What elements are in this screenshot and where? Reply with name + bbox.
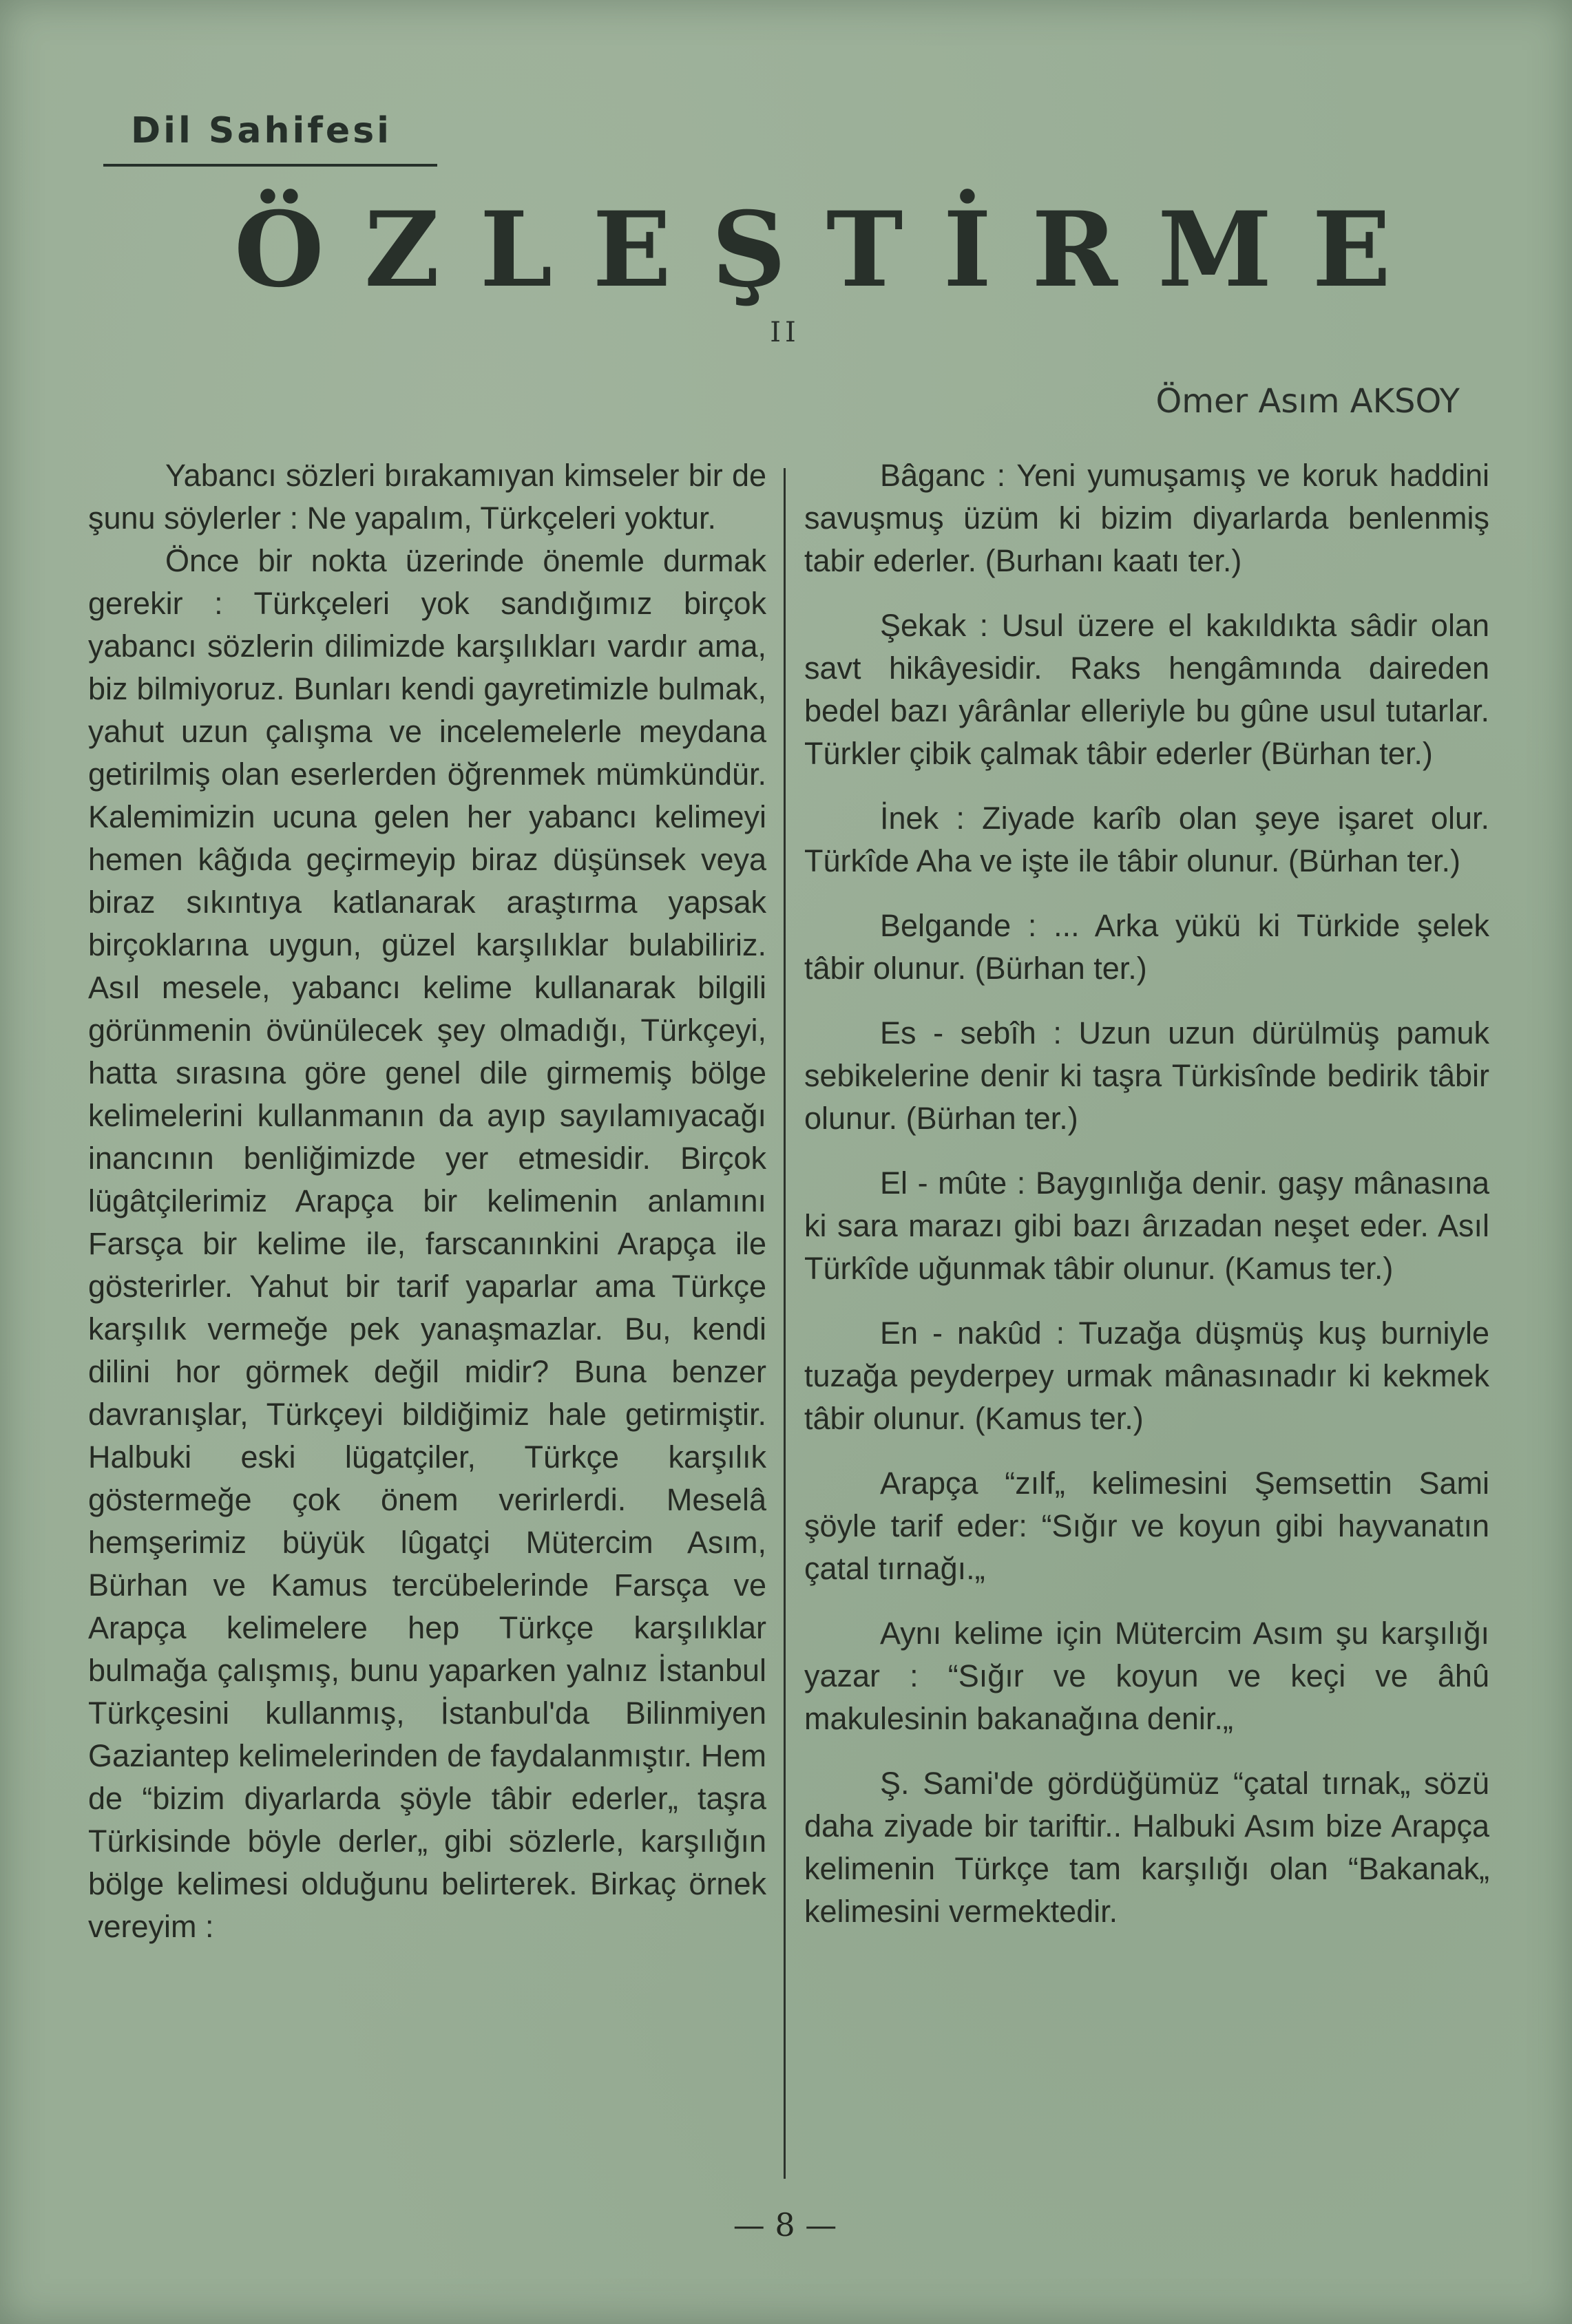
right-paragraph-2: Şekak : Usul üzere el kakıldıkta sâdir olan savt hikâyesidir. Raks hengâmında daireden bedel bazı yârânlar elleriyle bu gûne usul tutarlar. Türkler çibik çalmak tâbir ederler (Bürhan ter.)	[804, 608, 1489, 771]
right-paragraph-9: Aynı kelime için Mütercim Asım şu karşılığı yazar : “Sığır ve koyun ve keçi ve âhû makulesinin bakanağına denir.„	[804, 1616, 1489, 1736]
right-paragraph-1: Bâganc : Yeni yumuşamış ve koruk haddini savuşmuş üzüm ki bizim diyarlarda benlenmiş tabir ederler. (Burhanı kaatı ter.)	[804, 458, 1489, 578]
right-paragraph-7: En - nakûd : Tuzağa düşmüş kuş burniyle tuzağa peyderpey urmak mânasınadır ki kekmek tâbir olunur. (Kamus ter.)	[804, 1316, 1489, 1436]
column-divider	[784, 468, 786, 2179]
right-paragraph-10: Ş. Sami'de gördüğümüz “çatal tırnak„ sözü daha ziyade bir tariftir.. Halbuki Asım bize Arapça kelimenin Türkçe tam karşılığı olan “Bakanak„ kelimesini vermektedir.	[804, 1766, 1489, 1929]
title-letter: Ö	[234, 189, 324, 310]
part-number: II	[770, 317, 800, 348]
title-letter: L	[479, 189, 553, 310]
title-letter: Ş	[711, 189, 786, 310]
right-paragraph-4: Belgande : ... Arka yükü ki Türkide şelek tâbir olunur. (Bürhan ter.)	[804, 908, 1489, 986]
title-letter: Z	[364, 189, 440, 310]
left-paragraph-1: Yabancı sözleri bırakamıyan kimseler bir de şunu söylerler : Ne yapalım, Türkçeleri yoktur.	[88, 458, 766, 536]
left-paragraph-2: Önce bir nokta üzerinde önemle durmak gerekir : Türkçeleri yok sandığımız birçok yabancı sözlerin dilimizde karşılıkları vardır ama, biz bilmiyoruz. Bunları kendi gayretimizle bulmak, yahut uzun çalışma ve incelemelerle meydana getirilmiş olan eserlerden öğrenmek mümkündür. Kalemimizin ucuna gelen her yabancı kelimeyi hemen kâğıda geçirmeyip biraz düşünsek veya biraz sıkıntıya katlanarak araştırma yapsak birçoklarına uygun, güzel karşılıklar bulabiliriz. Asıl mesele, yabancı kelime kullanarak bilgili görünmenin övünülecek şey olmadığı, Türkçeyi, hatta sırasına göre genel dile girmemiş bölge kelimelerini kullanmanın da ayıp sayılamıyacağı inancının benliğimizde yer etmesidir. Birçok lügâtçilerimiz Arapça bir kelimenin anlamını Farsça bir kelime ile, farscanınkini Arapça ile gösterirler. Yahut bir tarif yaparlar ama Türkçe karşılık vermeğe pek yanaşmazlar. Bu, kendi dilini hor görmek değil midir? Buna benzer davranışlar, Türkçeyi bildiğimiz hale getirmiştir. Halbuki eski lügatçiler, Türkçe karşılık göstermeğe çok önem verirlerdi. Meselâ hemşerimiz büyük lûgatçi Mütercim Asım, Bürhan ve Kamus tercübelerinde Farsça ve Arapça kelimelere hep Türkçe karşılıklar bulmağa çalışmış, bunu yaparken yalnız İstanbul Türkçesini kullanmış, İstanbul'da Bilinmiyen Gaziantep kelimelerinden de faydalanmıştır. Hem de “bizim diyarlarda şöyle tâbir ederler„ taşra Türkisinde böyle derler„ gibi sözlerle, karşılığın bölge kelimesi olduğunu belirterek. Birkaç örnek vereyim :	[88, 543, 766, 1944]
page-number: — 8 —	[733, 2206, 837, 2243]
right-paragraph-5: Es - sebîh : Uzun uzun dürülmüş pamuk sebikelerine denir ki taşra Türkisînde bedirik tâbir olunur. (Bürhan ter.)	[804, 1015, 1489, 1136]
section-underline	[103, 164, 437, 167]
author-name: Ömer Asım AKSOY	[1155, 382, 1460, 421]
left-column	[88, 454, 766, 1948]
right-paragraph-3: İnek : Ziyade karîb olan şeye işaret olur. Türkîde Aha ve işte ile tâbir olunur. (Bürhan ter.)	[804, 801, 1489, 878]
right-paragraph-8: Arapça “zılf„ kelimesini Şemsettin Sami şöyle tarif eder: “Sığır ve koyun gibi hayvanatın çatal tırnağı.„	[804, 1466, 1489, 1586]
section-label: Dil Sahifesi	[131, 110, 392, 151]
title-letter: R	[1031, 189, 1118, 310]
title-letter: T	[826, 189, 903, 310]
title-letter: M	[1157, 189, 1272, 310]
right-paragraph-6: El - mûte : Baygınlığa denir. gaşy mânasına ki sara marazı gibi bazı ârızadan neşet eder. Asıl Türkîde uğunmak tâbir olunur. (Kamus ter.)	[804, 1165, 1489, 1286]
title-letter: İ	[943, 189, 992, 310]
article-title	[234, 191, 1391, 308]
right-column	[804, 454, 1489, 1955]
title-letter: E	[1312, 189, 1391, 310]
title-letter: E	[592, 189, 671, 310]
